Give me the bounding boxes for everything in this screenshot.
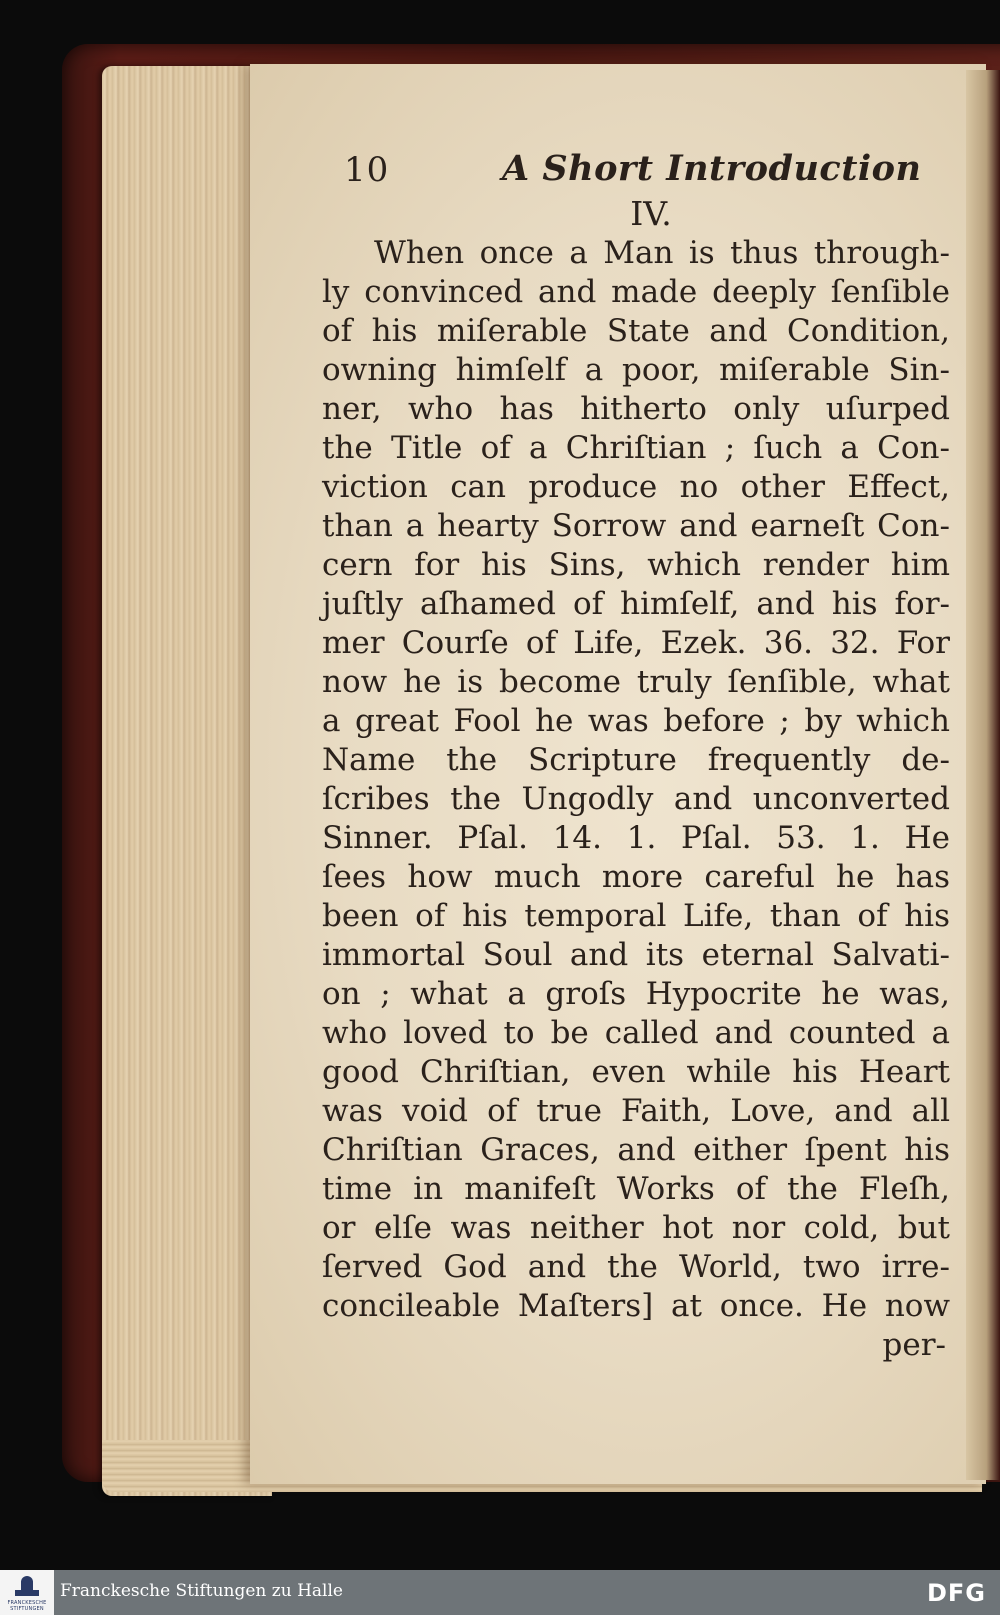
text-line: ner, who has hitherto only uſurped: [322, 391, 950, 427]
page-text: [322, 140, 950, 1365]
text-line: ſerved God and the World, two irre-: [322, 1249, 950, 1285]
text-line: on ; what a groſs Hypocrite he was,: [322, 976, 950, 1012]
text-line: a great Fool he was before ; by which: [322, 703, 950, 739]
text-line: ly convinced and made deeply ſenſible: [322, 274, 950, 310]
text-line: or elſe was neither hot nor cold, but: [322, 1210, 950, 1246]
text-line: than a hearty Sorrow and earneſt Con-: [322, 508, 950, 544]
text-line: the Title of a Chriſtian ; ſuch a Con-: [322, 430, 950, 466]
text-line: ſcribes the Ungodly and unconverted: [322, 781, 950, 817]
text-line: Chriſtian Graces, and either ſpent his: [322, 1132, 950, 1168]
text-line: Sinner. Pſal. 14. 1. Pſal. 53. 1. He: [322, 820, 950, 856]
text-line: owning himſelf a poor, miſerable Sin-: [322, 352, 950, 388]
text-line: juſtly aſhamed of himſelf, and his for-: [322, 586, 950, 622]
text-line: Name the Scripture frequently de-: [322, 742, 950, 778]
text-line: now he is become truly ſenſible, what: [322, 664, 950, 700]
page-edges: [102, 66, 272, 1496]
text-line: mer Courſe of Life, Ezek. 36. 32. For: [322, 625, 950, 661]
body-text: [322, 234, 950, 1326]
logo-text: FRANCKESCHE STIFTUNGEN: [7, 1600, 47, 1612]
text-line: time in manifeſt Works of the Fleſh,: [322, 1171, 950, 1207]
page-number: 10: [344, 150, 390, 190]
text-line: of his miſerable State and Condition,: [322, 313, 950, 349]
footer-bar: [0, 1570, 1000, 1615]
page-header: [322, 140, 950, 194]
text-line: concileable Maſters] at once. He now: [322, 1288, 950, 1324]
dfg-logo[interactable]: DFG: [926, 1579, 986, 1607]
section-number: IV.: [630, 194, 672, 233]
text-line: immortal Soul and its eternal Salvati-: [322, 937, 950, 973]
institution-logo[interactable]: [0, 1570, 54, 1615]
text-line: good Chriſtian, even while his Heart: [322, 1054, 950, 1090]
text-line: When once a Man is thus through-: [374, 235, 950, 271]
text-line: been of his temporal Life, than of his: [322, 898, 950, 934]
text-line: viction can produce no other Effect,: [322, 469, 950, 505]
running-head: A Short Introduction: [502, 148, 922, 189]
text-line: was void of true Faith, Love, and all: [322, 1093, 950, 1129]
tower-icon: [21, 1576, 33, 1596]
text-line: cern for his Sins, which render him: [322, 547, 950, 583]
institution-name[interactable]: Franckesche Stiftungen zu Halle: [60, 1581, 343, 1601]
text-line: ſees how much more careful he has: [322, 859, 950, 895]
text-line: who loved to be called and counted a: [322, 1015, 950, 1051]
facing-page-edge: [966, 70, 1000, 1480]
catchword: per-: [882, 1327, 946, 1363]
